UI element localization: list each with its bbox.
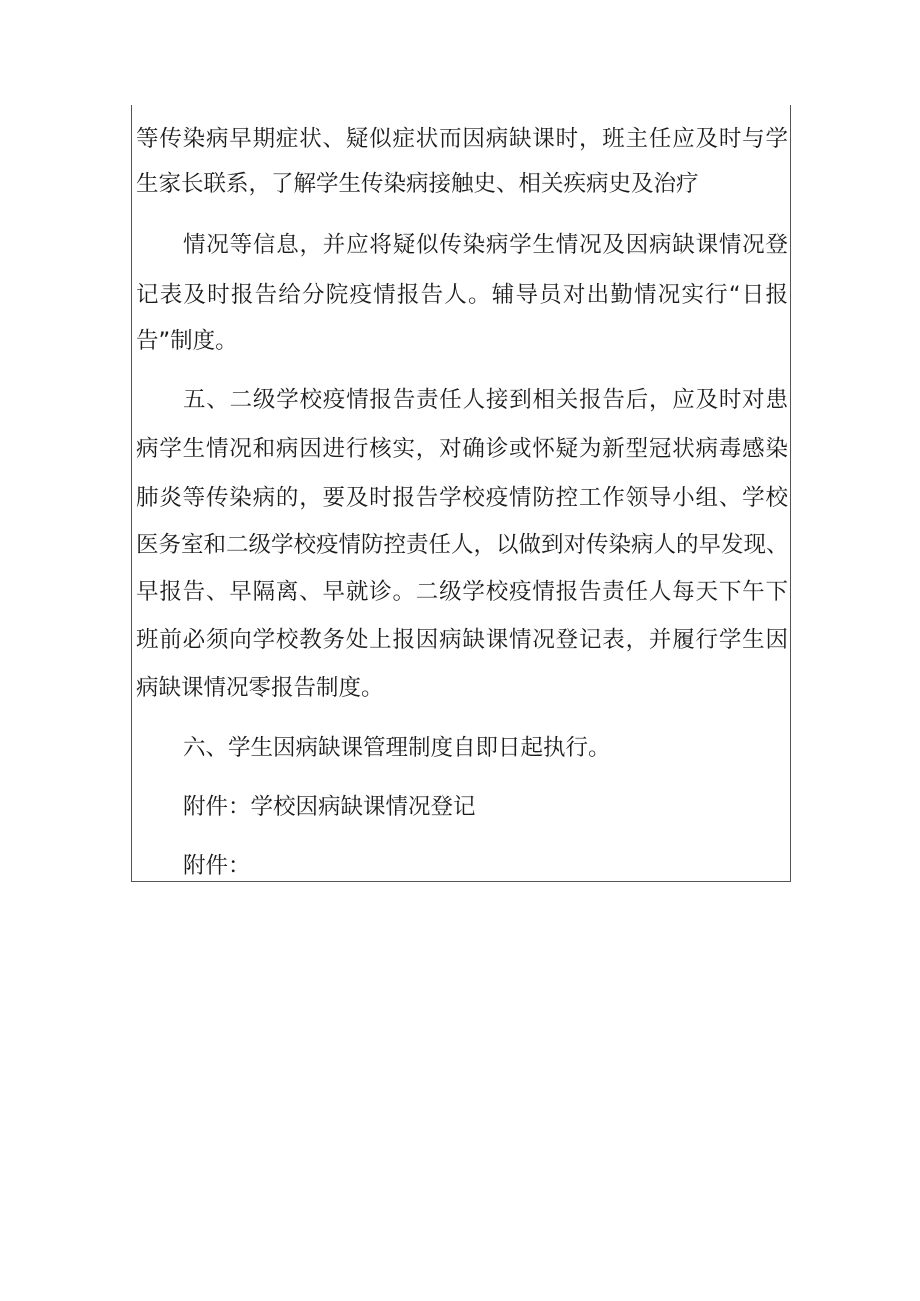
- text-line: 早报告、早隔离、早就诊。二级学校疫情报告责任人每天下午下: [136, 579, 788, 605]
- text-line: 五、二级学校疫情报告责任人接到相关报告后，应及时对患: [183, 387, 788, 413]
- text-line: 情况等信息，并应将疑似传染病学生情况及因病缺课情况登: [183, 232, 788, 258]
- text-line: 病学生情况和病因进行核实，对确诊或怀疑为新型冠状病毒感染: [136, 436, 788, 462]
- text-line: 告”制度。: [136, 328, 238, 354]
- text-line: 生家长联系，了解学生传染病接触史、相关疾病史及治疗: [136, 171, 699, 197]
- text-line: 医务室和二级学校疫情防控责任人，以做到对传染病人的早发现、: [136, 532, 789, 558]
- text-line: 病缺课情况零报告制度。: [136, 675, 384, 701]
- text-line: 班前必须向学校教务处上报因病缺课情况登记表，并履行学生因: [136, 627, 788, 653]
- text-line: 记表及时报告给分院疫情报告人。辅导员对出勤情况实行“日报: [136, 282, 788, 308]
- text-line: 附件：学校因病缺课情况登记: [183, 794, 476, 820]
- text-line: 肺炎等传染病的，要及时报告学校疫情防控工作领导小组、学校: [136, 485, 788, 511]
- text-line: 等传染病早期症状、疑似症状而因病缺课时，班主任应及时与学: [136, 126, 788, 152]
- text-line: 六、学生因病缺课管理制度自即日起执行。: [183, 735, 611, 761]
- text-line: 附件：: [183, 853, 251, 879]
